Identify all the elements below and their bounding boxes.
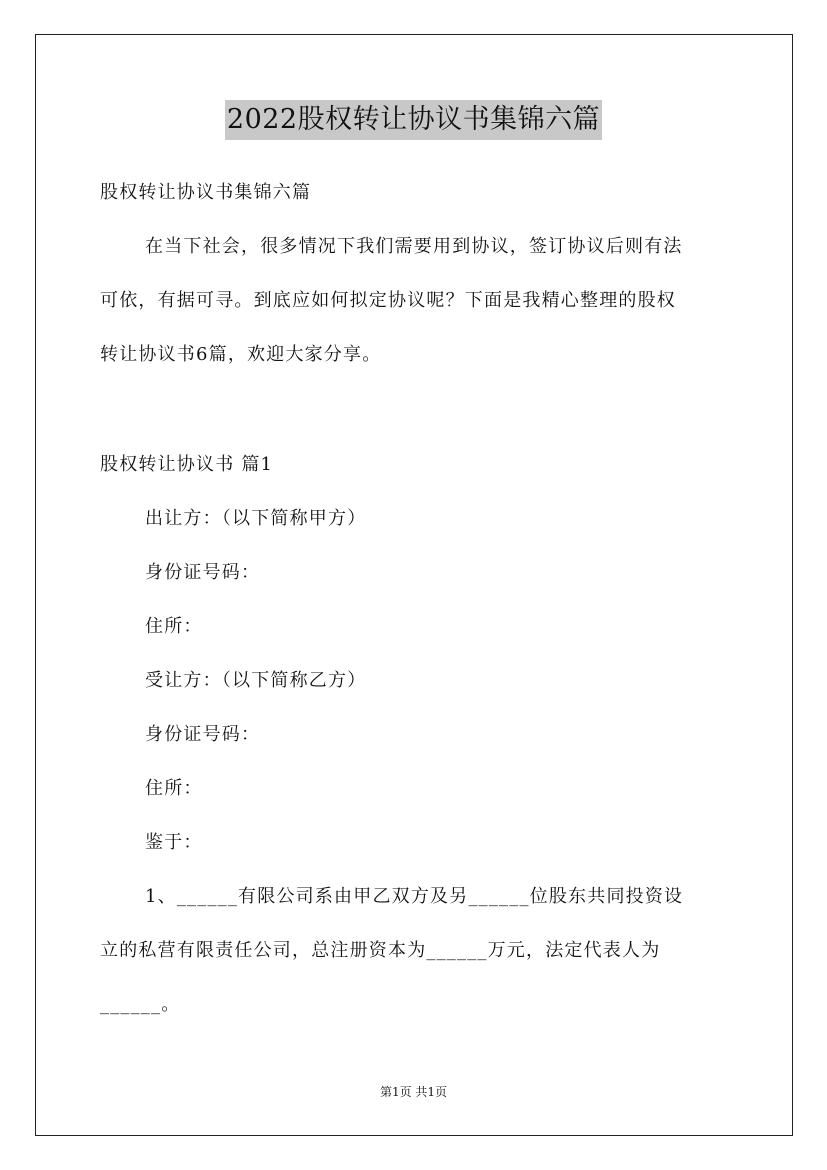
intro-line-1: 在当下社会，很多情况下我们需要用到协议，签订协议后则有法 [145,236,683,257]
field-transferor-address: 住所： [145,616,203,637]
document-title: 2022股权转让协议书集锦六篇 [225,100,602,140]
clause-line-3: ______。 [100,994,181,1015]
intro-line-2: 可依，有据可寻。到底应如何拟定协议呢？下面是我精心整理的股权 [100,290,676,311]
field-transferor-id: 身份证号码： [145,562,261,583]
section-heading: 股权转让协议书 篇1 [100,454,274,475]
field-transferee-id: 身份证号码： [145,724,261,745]
field-transferee: 受让方：（以下简称乙方） [145,670,367,691]
intro-line-3: 转让协议书6篇，欢迎大家分享。 [100,344,382,365]
clause-line-2: 立的私营有限责任公司，总注册资本为______万元，法定代表人为 [100,940,661,961]
title-container [0,100,827,140]
page-footer: 第1页 共1页 [379,1085,448,1099]
field-whereas: 鉴于： [145,832,203,853]
document-subtitle: 股权转让协议书集锦六篇 [100,182,312,203]
field-transferor: 出让方：（以下简称甲方） [145,508,367,529]
clause-line-1: 1、______有限公司系由甲乙双方及另______位股东共同投资设 [145,886,684,907]
field-transferee-address: 住所： [145,778,203,799]
